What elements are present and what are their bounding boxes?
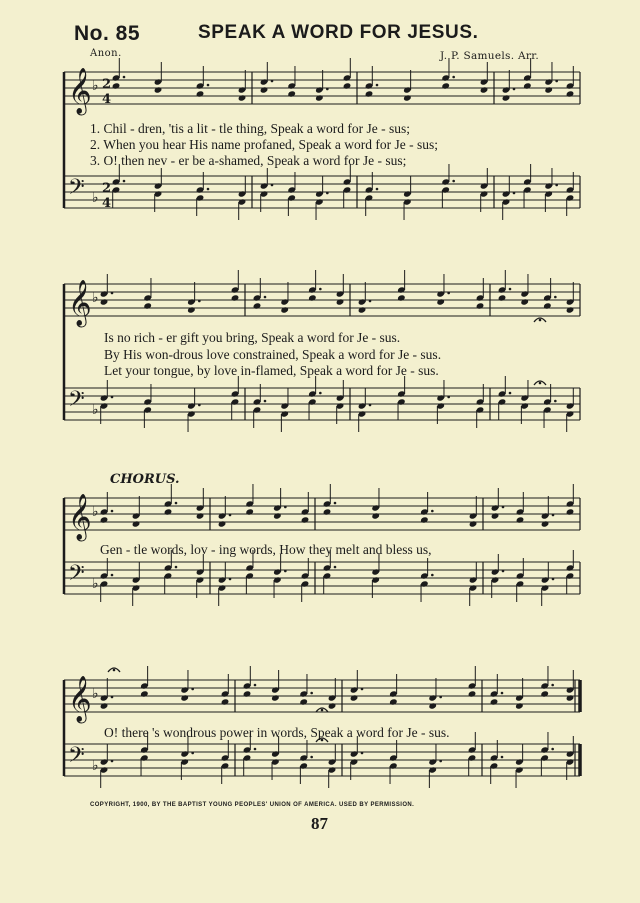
note-head [420,516,429,523]
dot [264,400,267,403]
bass-clef-icon: 𝄢 [68,561,85,591]
note-head [323,508,332,515]
note-head [132,520,141,527]
dot [554,400,557,403]
dot [111,396,114,399]
verse-3-line-1: 3. O! then nev - er be a-shamed, Speak a word for Je - sus; [90,153,407,168]
note-head [436,298,445,305]
note-head [469,520,478,527]
dot [271,80,274,83]
dot [229,514,232,517]
dot [175,502,178,505]
dot [509,288,512,291]
note-head [515,702,524,709]
verse-2-line-2: By His won-drous love constrained, Speak a word for Je - sus. [104,347,442,362]
dot [439,696,442,699]
note-head [566,90,575,97]
time-signature-bottom: 4 [102,196,112,211]
dot [501,756,504,759]
note-head [389,698,398,705]
verse-1-line-1: 1. Chil - dren, 'tis a lit - tle thing, Speak a word for Je - sus; [90,121,411,136]
dot [551,748,554,751]
dot [452,180,455,183]
key-flat-icon: ♭ [92,402,99,418]
note-head [187,306,196,313]
dot [254,748,257,751]
dot [319,392,322,395]
bass-clef-icon: 𝄢 [68,743,85,773]
dot [369,404,372,407]
dot [376,84,379,87]
note-head [498,294,507,301]
note-head [243,690,252,697]
chorus-line-1: Gen - tle words, lov - ing words, How they melt and bless us, [100,542,432,557]
dot [284,506,287,509]
dot [334,502,337,505]
note-head [273,512,282,519]
note-head [468,690,477,697]
dot [509,392,512,395]
note-head [301,516,310,523]
dot [502,506,505,509]
fermata-dot [321,709,324,712]
note-head [287,90,296,97]
dot [431,510,434,513]
note-head [540,690,549,697]
key-flat-icon: ♭ [92,190,99,206]
key-flat-icon: ♭ [92,504,99,520]
note-head [218,520,227,527]
dot [319,288,322,291]
chorus-line-2: O! there 's wondrous power in words, Speak a word for Je - sus. [104,725,450,740]
bass-clef-icon: 𝄢 [68,175,85,205]
note-head [343,82,352,89]
dot [271,184,274,187]
dot [361,752,364,755]
dot [123,76,126,79]
note-head [350,694,359,701]
note-head [476,302,485,309]
note-head [164,508,173,515]
dot [502,570,505,573]
note-head [491,512,500,519]
note-head [271,694,280,701]
dot [555,184,558,187]
copyright-notice: COPYRIGHT, 1900, BY THE BAPTIST YOUNG PEOPLES' UNION OF AMERICA. USED BY PERMISSION. [90,802,415,808]
dot [198,404,201,407]
arranger-credit: J. P. Samuels. Arr. [440,50,539,62]
note-head [544,86,553,93]
note-head [566,694,575,701]
dot [361,688,364,691]
fermata-dot [113,669,116,672]
note-head [100,702,109,709]
note-head [154,86,163,93]
dot [501,692,504,695]
treble-clef-icon: 𝄞 [68,280,92,326]
dot [439,760,442,763]
verse-2-line-1: 2. When you hear His name profaned, Speak a word for Je - sus; [90,137,439,152]
note-head [566,306,575,313]
note-head [365,90,374,97]
dot [229,578,232,581]
dot [513,88,516,91]
treble-clef-icon: 𝄞 [68,676,92,722]
dot [552,514,555,517]
verse-3-line-2: Let your tongue, by love in-flamed, Speak a word for Je - sus. [104,363,439,378]
note-head [397,294,406,301]
dot [207,84,210,87]
note-head [480,86,489,93]
dot [111,510,114,513]
note-head [299,698,308,705]
note-head [231,294,240,301]
note-head [502,94,511,101]
note-head [100,298,109,305]
author-credit: Anon. [90,48,122,59]
note-head [280,306,289,313]
dot [452,76,455,79]
key-flat-icon: ♭ [92,686,99,702]
dot [326,192,329,195]
dot [284,570,287,573]
dot [191,752,194,755]
dot [513,192,516,195]
dot [551,684,554,687]
fermata-dot [539,319,542,322]
dot [555,80,558,83]
dot [207,188,210,191]
chorus-label: CHORUS. [110,472,180,487]
page-number: 87 [311,814,328,833]
treble-clef-icon: 𝄞 [68,494,92,540]
note-head [143,302,152,309]
note-head [428,702,437,709]
dot [111,292,114,295]
note-head [140,690,149,697]
note-head [566,508,575,515]
note-head [196,90,205,97]
dot [175,566,178,569]
dot [376,188,379,191]
note-head [196,512,205,519]
note-head [253,302,262,309]
verse-1-line-2: Is no rich - er gift you bring, Speak a word for Je - sus. [104,330,401,345]
dot [264,296,267,299]
dot [334,566,337,569]
note-head [520,298,529,305]
bass-clef-icon: 𝄢 [68,387,85,417]
note-head [541,520,550,527]
note-head [112,82,121,89]
note-head [523,82,532,89]
note-head [180,694,189,701]
time-signature-top: 2 [102,181,112,196]
note-head [100,516,109,523]
note-head [403,94,412,101]
note-head [441,82,450,89]
note-head [238,94,247,101]
note-head [245,508,254,515]
dot [369,300,372,303]
time-signature-bottom: 4 [102,92,112,107]
note-head [516,516,525,523]
dot [111,760,114,763]
dot [554,296,557,299]
note-head [358,306,367,313]
dot [191,688,194,691]
key-flat-icon: ♭ [92,78,99,94]
hymn-number: No. 85 [74,22,141,45]
dot [326,88,329,91]
dot [431,574,434,577]
note-head [221,698,230,705]
dot [310,692,313,695]
dot [310,756,313,759]
fermata-dot [539,382,542,385]
dot [254,684,257,687]
treble-clef-icon: 𝄞 [68,68,92,114]
dot [111,696,114,699]
dot [552,578,555,581]
note-head [336,298,345,305]
note-head [260,86,269,93]
dot [111,574,114,577]
note-head [328,702,337,709]
key-flat-icon: ♭ [92,290,99,306]
note-head [315,94,324,101]
hymn-title: SPEAK A WORD FOR JESUS. [198,22,479,43]
key-flat-icon: ♭ [92,758,99,774]
note-head [308,294,317,301]
time-signature-top: 2 [102,77,112,92]
note-head [371,512,380,519]
dot [447,396,450,399]
dot [198,300,201,303]
note-head [543,302,552,309]
dot [123,180,126,183]
note-head [490,698,499,705]
key-flat-icon: ♭ [92,576,99,592]
dot [447,292,450,295]
